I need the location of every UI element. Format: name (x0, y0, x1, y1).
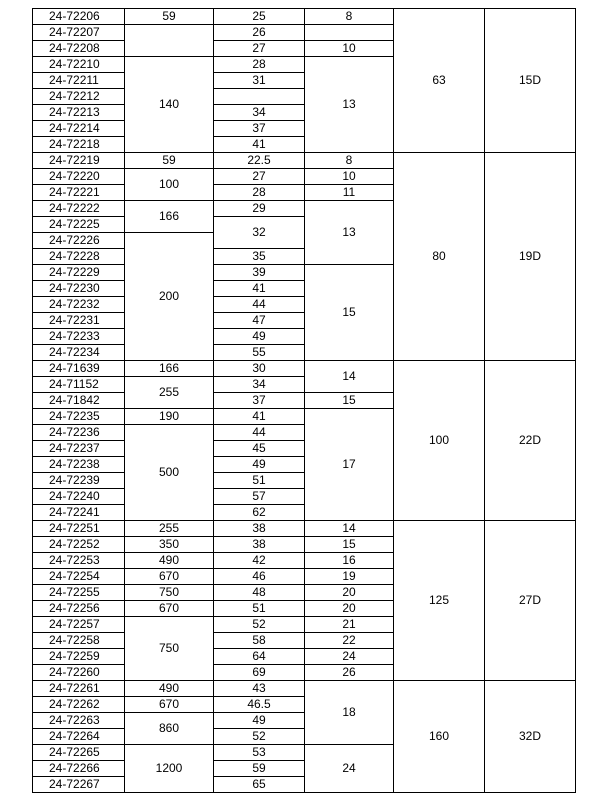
dimension-cell: 51 (214, 473, 305, 489)
part-code-cell: 24-72259 (33, 649, 125, 665)
value-cell: 14 (305, 361, 394, 393)
dimension-cell: 28 (214, 57, 305, 73)
value-cell: 24 (305, 649, 394, 665)
value-cell: 19 (305, 569, 394, 585)
grade-cell: 15D (485, 9, 576, 153)
value-cell: 13 (305, 57, 394, 153)
value-cell: 17 (305, 409, 394, 521)
dimension-cell: 53 (214, 745, 305, 761)
part-code-cell: 24-72255 (33, 585, 125, 601)
value-cell: 14 (305, 521, 394, 537)
dimension-cell: 51 (214, 601, 305, 617)
part-code-cell: 24-72214 (33, 121, 125, 137)
quantity-cell: 200 (125, 233, 214, 361)
dimension-cell: 32 (214, 217, 305, 249)
dimension-cell: 64 (214, 649, 305, 665)
dimension-cell: 45 (214, 441, 305, 457)
dimension-cell: 34 (214, 377, 305, 393)
value-cell: 22 (305, 633, 394, 649)
quantity-cell: 490 (125, 681, 214, 697)
part-code-cell: 24-72251 (33, 521, 125, 537)
dimension-cell: 25 (214, 9, 305, 25)
part-code-cell: 24-72240 (33, 489, 125, 505)
value-cell: 15 (305, 393, 394, 409)
size-cell: 100 (394, 361, 485, 521)
dimension-cell: 52 (214, 729, 305, 745)
dimension-cell: 38 (214, 521, 305, 537)
value-cell: 20 (305, 601, 394, 617)
part-code-cell: 24-72261 (33, 681, 125, 697)
grade-cell: 27D (485, 521, 576, 681)
table-row (33, 361, 576, 377)
part-code-cell: 24-71842 (33, 393, 125, 409)
part-code-cell: 24-72256 (33, 601, 125, 617)
dimension-cell: 44 (214, 297, 305, 313)
part-code-cell: 24-72263 (33, 713, 125, 729)
part-code-cell: 24-72226 (33, 233, 125, 249)
part-code-cell: 24-72241 (33, 505, 125, 521)
part-code-cell: 24-72229 (33, 265, 125, 281)
part-code-cell: 24-71639 (33, 361, 125, 377)
dimension-cell: 52 (214, 617, 305, 633)
part-code-cell: 24-72265 (33, 745, 125, 761)
dimension-cell: 48 (214, 585, 305, 601)
part-code-cell: 24-72221 (33, 185, 125, 201)
quantity-cell: 59 (125, 9, 214, 25)
grade-cell: 32D (485, 681, 576, 793)
table-row (33, 9, 576, 25)
quantity-cell: 140 (125, 57, 214, 153)
table-row (33, 153, 576, 169)
value-cell (305, 25, 394, 41)
quantity-cell: 166 (125, 361, 214, 377)
dimension-cell: 62 (214, 505, 305, 521)
part-code-cell: 24-72260 (33, 665, 125, 681)
dimension-cell: 58 (214, 633, 305, 649)
part-code-cell: 24-72254 (33, 569, 125, 585)
quantity-cell: 670 (125, 601, 214, 617)
dimension-cell: 49 (214, 457, 305, 473)
value-cell: 10 (305, 169, 394, 185)
value-cell: 24 (305, 745, 394, 793)
dimension-cell: 65 (214, 777, 305, 793)
dimension-cell: 29 (214, 201, 305, 217)
dimension-cell: 41 (214, 409, 305, 425)
quantity-cell (125, 25, 214, 57)
part-code-cell: 24-72262 (33, 697, 125, 713)
part-code-cell: 24-72233 (33, 329, 125, 345)
dimension-cell: 42 (214, 553, 305, 569)
dimension-cell: 38 (214, 537, 305, 553)
value-cell: 20 (305, 585, 394, 601)
part-code-cell: 24-72220 (33, 169, 125, 185)
part-code-cell: 24-72225 (33, 217, 125, 233)
value-cell: 10 (305, 41, 394, 57)
quantity-cell: 255 (125, 377, 214, 409)
quantity-cell: 750 (125, 617, 214, 681)
quantity-cell: 1200 (125, 745, 214, 793)
size-cell: 160 (394, 681, 485, 793)
dimension-cell: 34 (214, 105, 305, 121)
dimension-cell: 30 (214, 361, 305, 377)
quantity-cell: 500 (125, 425, 214, 521)
part-code-cell: 24-72228 (33, 249, 125, 265)
size-cell: 80 (394, 153, 485, 361)
part-code-cell: 24-72266 (33, 761, 125, 777)
part-code-cell: 24-72222 (33, 201, 125, 217)
quantity-cell: 190 (125, 409, 214, 425)
dimension-cell: 41 (214, 137, 305, 153)
dimension-cell: 46 (214, 569, 305, 585)
value-cell: 18 (305, 681, 394, 745)
dimension-cell: 55 (214, 345, 305, 361)
part-code-cell: 24-72267 (33, 777, 125, 793)
part-code-cell: 24-72238 (33, 457, 125, 473)
size-cell: 125 (394, 521, 485, 681)
dimension-cell: 26 (214, 25, 305, 41)
table-row (33, 521, 576, 537)
part-code-cell: 24-71152 (33, 377, 125, 393)
dimension-cell: 59 (214, 761, 305, 777)
quantity-cell: 670 (125, 569, 214, 585)
dimension-cell: 22.5 (214, 153, 305, 169)
part-code-cell: 24-72237 (33, 441, 125, 457)
dimension-cell: 27 (214, 169, 305, 185)
dimension-cell (214, 89, 305, 105)
part-code-cell: 24-72252 (33, 537, 125, 553)
grade-cell: 19D (485, 153, 576, 361)
parts-table (32, 8, 576, 793)
part-code-cell: 24-72264 (33, 729, 125, 745)
part-code-cell: 24-72231 (33, 313, 125, 329)
part-code-cell: 24-72234 (33, 345, 125, 361)
value-cell: 13 (305, 201, 394, 265)
dimension-cell: 31 (214, 73, 305, 89)
quantity-cell: 490 (125, 553, 214, 569)
quantity-cell: 350 (125, 537, 214, 553)
part-code-cell: 24-72235 (33, 409, 125, 425)
part-code-cell: 24-72257 (33, 617, 125, 633)
dimension-cell: 44 (214, 425, 305, 441)
value-cell: 16 (305, 553, 394, 569)
value-cell: 8 (305, 9, 394, 25)
quantity-cell: 750 (125, 585, 214, 601)
dimension-cell: 41 (214, 281, 305, 297)
parts-table-body (33, 9, 576, 793)
quantity-cell: 670 (125, 697, 214, 713)
dimension-cell: 57 (214, 489, 305, 505)
value-cell: 21 (305, 617, 394, 633)
part-code-cell: 24-72212 (33, 89, 125, 105)
part-code-cell: 24-72258 (33, 633, 125, 649)
part-code-cell: 24-72236 (33, 425, 125, 441)
value-cell: 15 (305, 537, 394, 553)
part-code-cell: 24-72253 (33, 553, 125, 569)
part-code-cell: 24-72213 (33, 105, 125, 121)
part-code-cell: 24-72219 (33, 153, 125, 169)
part-code-cell: 24-72218 (33, 137, 125, 153)
grade-cell: 22D (485, 361, 576, 521)
part-code-cell: 24-72208 (33, 41, 125, 57)
value-cell: 15 (305, 265, 394, 361)
dimension-cell: 49 (214, 713, 305, 729)
part-code-cell: 24-72239 (33, 473, 125, 489)
dimension-cell: 47 (214, 313, 305, 329)
dimension-cell: 27 (214, 41, 305, 57)
quantity-cell: 166 (125, 201, 214, 233)
value-cell: 11 (305, 185, 394, 201)
part-code-cell: 24-72207 (33, 25, 125, 41)
dimension-cell: 39 (214, 265, 305, 281)
size-cell: 63 (394, 9, 485, 153)
part-code-cell: 24-72210 (33, 57, 125, 73)
quantity-cell: 860 (125, 713, 214, 745)
dimension-cell: 69 (214, 665, 305, 681)
value-cell: 26 (305, 665, 394, 681)
part-code-cell: 24-72211 (33, 73, 125, 89)
dimension-cell: 49 (214, 329, 305, 345)
quantity-cell: 255 (125, 521, 214, 537)
dimension-cell: 46.5 (214, 697, 305, 713)
part-code-cell: 24-72232 (33, 297, 125, 313)
value-cell: 8 (305, 153, 394, 169)
dimension-cell: 43 (214, 681, 305, 697)
quantity-cell: 59 (125, 153, 214, 169)
table-row (33, 681, 576, 697)
quantity-cell: 100 (125, 169, 214, 201)
dimension-cell: 35 (214, 249, 305, 265)
dimension-cell: 28 (214, 185, 305, 201)
dimension-cell: 37 (214, 393, 305, 409)
part-code-cell: 24-72230 (33, 281, 125, 297)
part-code-cell: 24-72206 (33, 9, 125, 25)
dimension-cell: 37 (214, 121, 305, 137)
